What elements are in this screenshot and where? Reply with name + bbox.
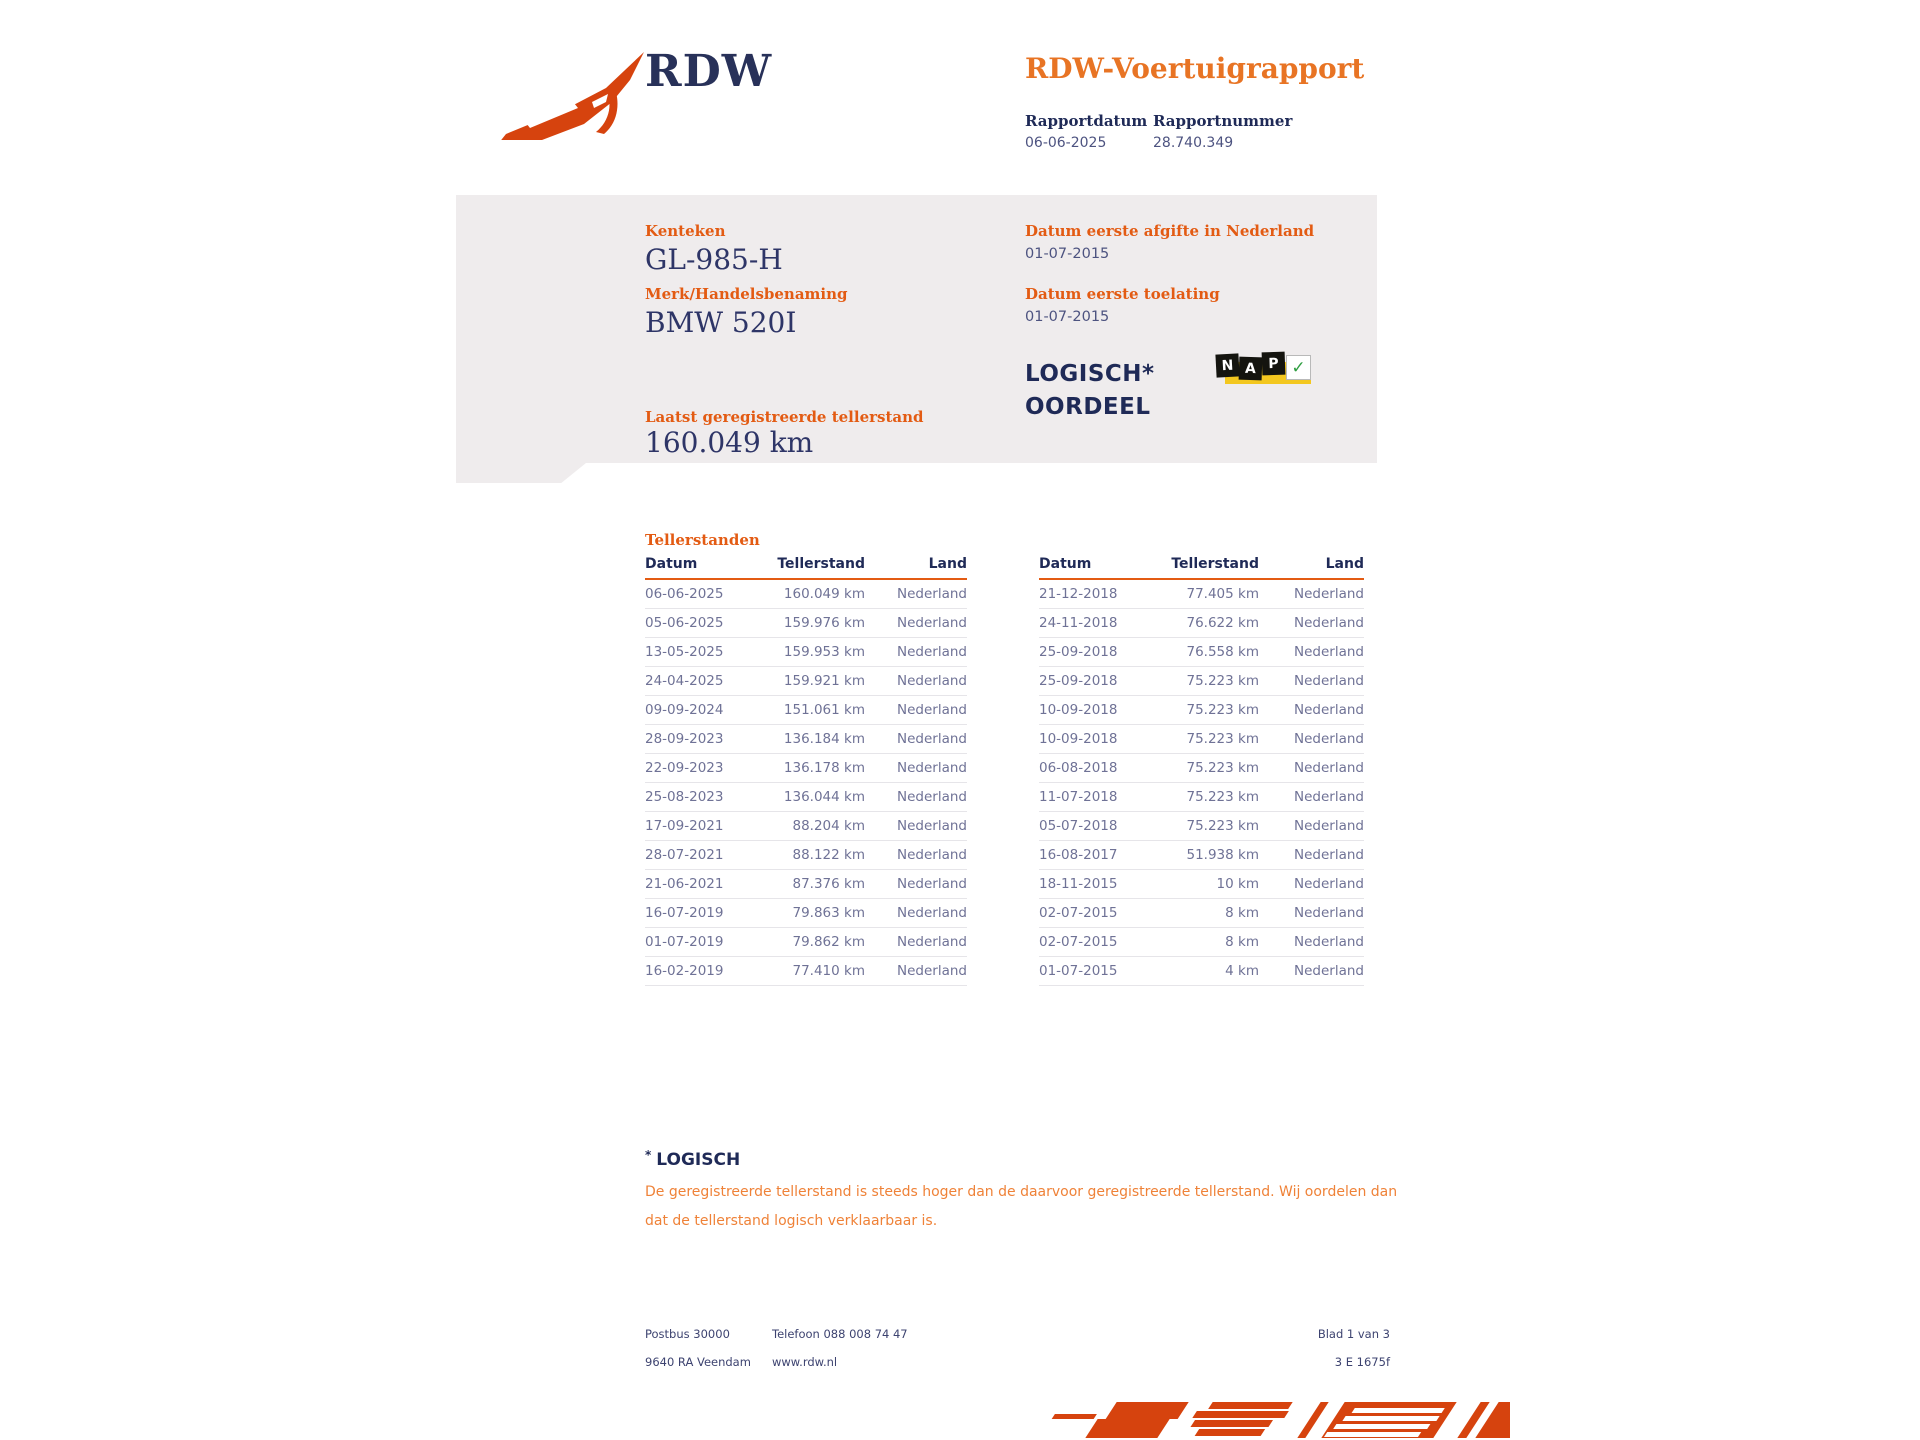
table-row	[645, 580, 967, 609]
cell-date: 21-12-2018	[1039, 586, 1118, 602]
table-row	[1039, 725, 1364, 754]
cell-land: Nederland	[1294, 586, 1364, 602]
cell-km: 87.376 km	[792, 876, 865, 892]
eerste-afgifte-label: Datum eerste afgifte in Nederland	[1025, 222, 1315, 240]
column-header-datum: Datum	[645, 556, 698, 572]
cell-date: 28-09-2023	[645, 731, 724, 747]
cell-land: Nederland	[1294, 702, 1364, 718]
table-row	[645, 957, 967, 986]
cell-date: 21-06-2021	[645, 876, 724, 892]
cell-date: 09-09-2024	[645, 702, 724, 718]
kenteken-label: Kenteken	[645, 222, 726, 240]
cell-km: 79.863 km	[792, 905, 865, 921]
table-row	[1039, 667, 1364, 696]
cell-km: 88.122 km	[792, 847, 865, 863]
nap-letter-n: N	[1215, 353, 1239, 377]
table-row	[645, 667, 967, 696]
cell-km: 8 km	[1225, 905, 1259, 921]
column-header-land: Land	[1325, 556, 1364, 572]
cell-km: 75.223 km	[1186, 673, 1259, 689]
report-date-value: 06-06-2025	[1025, 135, 1107, 151]
cell-date: 16-08-2017	[1039, 847, 1118, 863]
table-row	[1039, 580, 1364, 609]
cell-land: Nederland	[897, 731, 967, 747]
cell-km: 75.223 km	[1186, 731, 1259, 747]
footer-contact	[772, 1320, 908, 1376]
cell-land: Nederland	[897, 673, 967, 689]
cell-km: 136.184 km	[783, 731, 865, 747]
cell-date: 01-07-2019	[645, 934, 724, 950]
table-body	[645, 580, 967, 986]
tellerstand-label: Laatst geregistreerde tellerstand	[645, 408, 924, 426]
merk-label: Merk/Handelsbenaming	[645, 285, 848, 303]
report-number-label: Rapportnummer	[1153, 112, 1293, 130]
report-date-label: Rapportdatum	[1025, 112, 1148, 130]
cell-km: 76.622 km	[1186, 615, 1259, 631]
cell-date: 16-02-2019	[645, 963, 724, 979]
cell-date: 25-08-2023	[645, 789, 724, 805]
footnote-line1: De geregistreerde tellerstand is steeds hoger dan de daarvoor geregistreerde tellerstand. Wij oordelen dan	[645, 1184, 1398, 1200]
column-header-land: Land	[928, 556, 967, 572]
cell-date: 24-11-2018	[1039, 615, 1118, 631]
cell-km: 10 km	[1216, 876, 1259, 892]
cell-km: 79.862 km	[792, 934, 865, 950]
cell-date: 02-07-2015	[1039, 905, 1118, 921]
cell-date: 06-06-2025	[645, 586, 724, 602]
table-row	[1039, 696, 1364, 725]
table-row	[645, 899, 967, 928]
oordeel-line1: LOGISCH*	[1025, 361, 1155, 387]
table-row	[1039, 899, 1364, 928]
table-row	[645, 754, 967, 783]
cell-land: Nederland	[1294, 847, 1364, 863]
table-row	[645, 696, 967, 725]
nap-check-icon: ✓	[1286, 355, 1311, 380]
footer-website: www.rdw.nl	[772, 1355, 838, 1369]
cell-km: 136.178 km	[783, 760, 865, 776]
cell-land: Nederland	[1294, 673, 1364, 689]
column-header-tellerstand: Tellerstand	[777, 556, 865, 572]
nap-letter-a: A	[1239, 357, 1263, 381]
cell-land: Nederland	[897, 847, 967, 863]
eerste-toelating-label: Datum eerste toelating	[1025, 285, 1220, 303]
tellerstand-value: 160.049 km	[645, 426, 814, 459]
cell-km: 4 km	[1225, 963, 1259, 979]
footer-address	[645, 1320, 751, 1376]
tellerstanden-section-title: Tellerstanden	[645, 531, 760, 549]
cell-km: 151.061 km	[783, 702, 865, 718]
cell-km: 75.223 km	[1186, 760, 1259, 776]
cell-date: 25-09-2018	[1039, 673, 1118, 689]
tellerstanden-table-left	[645, 556, 967, 986]
table-header	[1039, 556, 1364, 580]
table-row	[645, 841, 967, 870]
cell-date: 10-09-2018	[1039, 731, 1118, 747]
table-row	[645, 870, 967, 899]
cell-land: Nederland	[897, 789, 967, 805]
cell-date: 28-07-2021	[645, 847, 724, 863]
oordeel-text	[1025, 358, 1155, 424]
cell-km: 88.204 km	[792, 818, 865, 834]
cell-land: Nederland	[1294, 818, 1364, 834]
oordeel-line2: OORDEEL	[1025, 394, 1151, 420]
footer-page-info	[1190, 1320, 1390, 1376]
report-number-value: 28.740.349	[1153, 135, 1234, 151]
table-row	[645, 812, 967, 841]
cell-land: Nederland	[1294, 905, 1364, 921]
cell-land: Nederland	[897, 702, 967, 718]
table-row	[1039, 812, 1364, 841]
cell-date: 10-09-2018	[1039, 702, 1118, 718]
rdw-wing-logo-icon	[496, 50, 646, 140]
rdw-wordmark: RDW	[645, 46, 773, 97]
table-row	[645, 783, 967, 812]
logisch-footnote-title	[645, 1148, 740, 1170]
footer-postbus: Postbus 30000	[645, 1327, 730, 1341]
cell-land: Nederland	[897, 963, 967, 979]
cell-km: 159.976 km	[783, 615, 865, 631]
logisch-footnote-text	[645, 1178, 1405, 1236]
kenteken-value: GL-985-H	[645, 243, 783, 276]
table-row	[645, 928, 967, 957]
cell-land: Nederland	[1294, 615, 1364, 631]
cell-date: 16-07-2019	[645, 905, 724, 921]
cell-date: 06-08-2018	[1039, 760, 1118, 776]
cell-land: Nederland	[1294, 934, 1364, 950]
table-row	[645, 638, 967, 667]
cell-km: 75.223 km	[1186, 789, 1259, 805]
table-row	[1039, 870, 1364, 899]
table-row	[645, 725, 967, 754]
cell-km: 159.953 km	[783, 644, 865, 660]
cell-date: 05-06-2025	[645, 615, 724, 631]
cell-km: 75.223 km	[1186, 702, 1259, 718]
cell-km: 160.049 km	[783, 586, 865, 602]
cell-land: Nederland	[897, 876, 967, 892]
cell-km: 77.405 km	[1186, 586, 1259, 602]
footer-page-number: Blad 1 van 3	[1317, 1327, 1390, 1341]
cell-km: 159.921 km	[783, 673, 865, 689]
cell-land: Nederland	[1294, 876, 1364, 892]
cell-date: 24-04-2025	[645, 673, 724, 689]
nap-logo	[1216, 348, 1316, 394]
column-header-tellerstand: Tellerstand	[1171, 556, 1259, 572]
cell-km: 76.558 km	[1186, 644, 1259, 660]
cell-land: Nederland	[897, 934, 967, 950]
footnote-line2: dat de tellerstand logisch verklaarbaar is.	[645, 1213, 938, 1229]
cell-date: 25-09-2018	[1039, 644, 1118, 660]
cell-date: 01-07-2015	[1039, 963, 1118, 979]
table-row	[1039, 841, 1364, 870]
footer-phone: Telefoon 088 008 74 47	[772, 1327, 908, 1341]
vehicle-summary-card-tab	[456, 463, 586, 483]
footer-city: 9640 RA Veendam	[645, 1355, 751, 1369]
cell-km: 77.410 km	[792, 963, 865, 979]
nap-letter-p: P	[1262, 352, 1286, 376]
cell-land: Nederland	[897, 818, 967, 834]
cell-km: 75.223 km	[1186, 818, 1259, 834]
table-row	[1039, 638, 1364, 667]
footnote-asterisk: *	[645, 1148, 652, 1162]
table-row	[1039, 754, 1364, 783]
cell-date: 13-05-2025	[645, 644, 724, 660]
document-title: RDW-Voertuigrapport	[1025, 52, 1365, 85]
cell-land: Nederland	[1294, 731, 1364, 747]
merk-value: BMW 520I	[645, 306, 797, 339]
cell-date: 02-07-2015	[1039, 934, 1118, 950]
cell-land: Nederland	[1294, 789, 1364, 805]
cell-date: 17-09-2021	[645, 818, 724, 834]
cell-date: 11-07-2018	[1039, 789, 1118, 805]
table-row	[1039, 609, 1364, 638]
table-body	[1039, 580, 1364, 986]
speed-lines-graphic	[1030, 1400, 1510, 1440]
cell-land: Nederland	[1294, 644, 1364, 660]
eerste-toelating-value: 01-07-2015	[1025, 309, 1110, 325]
table-row	[1039, 928, 1364, 957]
cell-land: Nederland	[897, 905, 967, 921]
cell-km: 136.044 km	[783, 789, 865, 805]
table-header	[645, 556, 967, 580]
eerste-afgifte-value: 01-07-2015	[1025, 246, 1110, 262]
cell-km: 8 km	[1225, 934, 1259, 950]
tellerstanden-table-right	[1039, 556, 1364, 986]
table-row	[1039, 957, 1364, 986]
table-row	[645, 609, 967, 638]
column-header-datum: Datum	[1039, 556, 1092, 572]
table-row	[1039, 783, 1364, 812]
footer-form-code: 3 E 1675f	[1334, 1355, 1390, 1369]
cell-date: 05-07-2018	[1039, 818, 1118, 834]
cell-date: 18-11-2015	[1039, 876, 1118, 892]
cell-land: Nederland	[897, 760, 967, 776]
cell-land: Nederland	[897, 615, 967, 631]
cell-date: 22-09-2023	[645, 760, 724, 776]
cell-land: Nederland	[897, 586, 967, 602]
cell-km: 51.938 km	[1186, 847, 1259, 863]
cell-land: Nederland	[1294, 760, 1364, 776]
cell-land: Nederland	[1294, 963, 1364, 979]
footnote-title-text: LOGISCH	[656, 1150, 741, 1170]
cell-land: Nederland	[897, 644, 967, 660]
